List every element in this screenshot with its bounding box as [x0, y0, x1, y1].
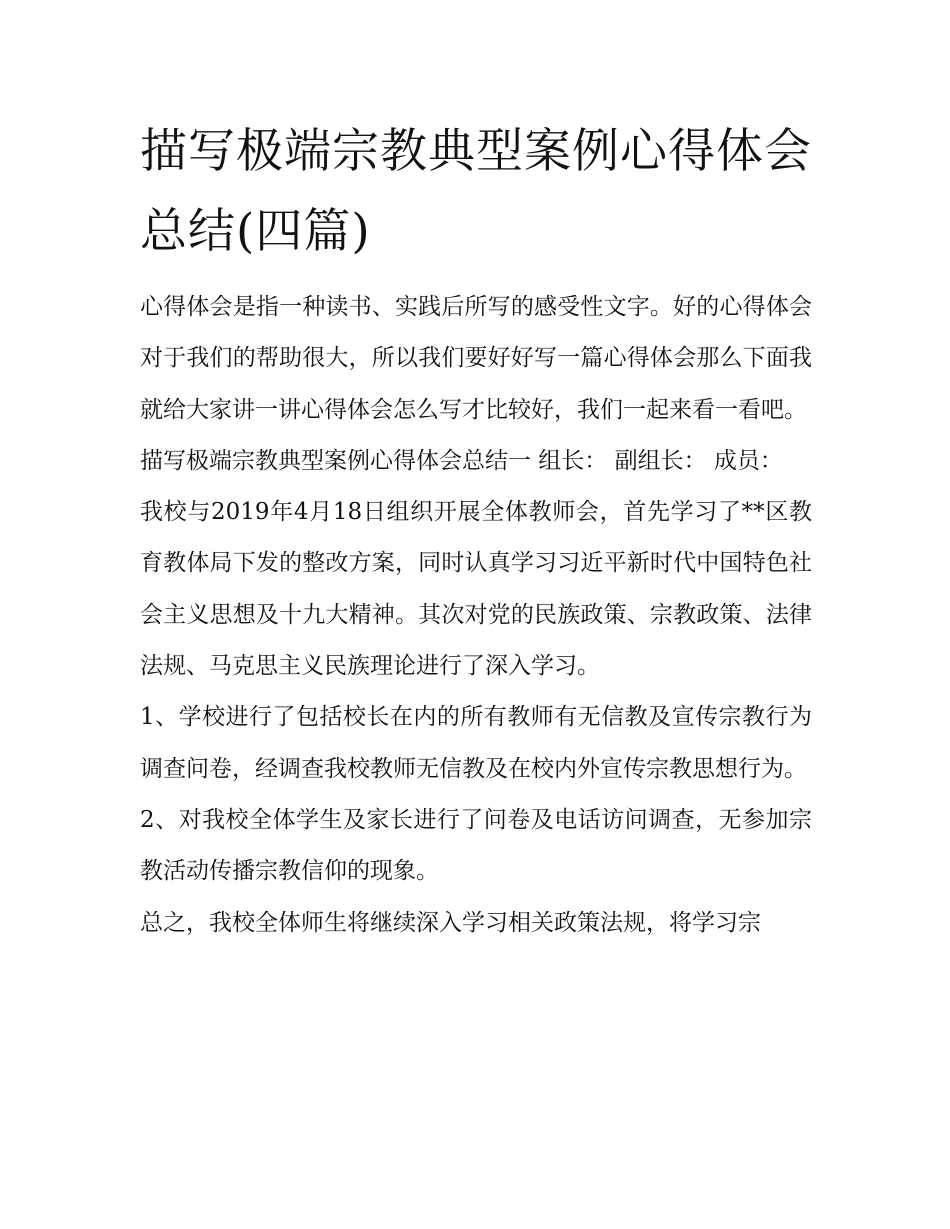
- document-page: [140, 112, 812, 949]
- paragraph-conclusion: 总之，我校全体师生将继续深入学习相关政策法规，将学习宗: [140, 909, 761, 936]
- paragraph-intro: 心得体会是指一种读书、实践后所写的感受性文字。好的心得体会对于我们的帮助很大，所以我们要好好写一篇心得体会那么下面我就给大家讲一讲心得体会怎么写才比较好，我们一起来看一看吧。: [140, 294, 812, 423]
- paragraph-item-1: 1、学校进行了包括校长在内的所有教师有无信教及宣传宗教行为调查问卷，经调查我校教师无信教及在校内外宣传宗教思想行为。: [140, 704, 812, 782]
- document-title: 描写极端宗教典型案例心得体会总结(四篇): [140, 124, 812, 259]
- paragraph-item-2: 2、对我校全体学生及家长进行了问卷及电话访问调查，无参加宗教活动传播宗教信仰的现象。: [140, 806, 812, 885]
- paragraph-meeting: 我校与2019年4月18日组织开展全体教师会，首先学习了**区教育教体局下发的整改方案，同时认真学习习近平新时代中国特色社会主义思想及十九大精神。其次对党的民族政策、宗教政策、法律法规、马克思主义民族理论进行了深入学习。: [140, 499, 812, 680]
- paragraph-section-one-heading: 描写极端宗教典型案例心得体会总结一 组长： 副组长： 成员：: [140, 447, 783, 474]
